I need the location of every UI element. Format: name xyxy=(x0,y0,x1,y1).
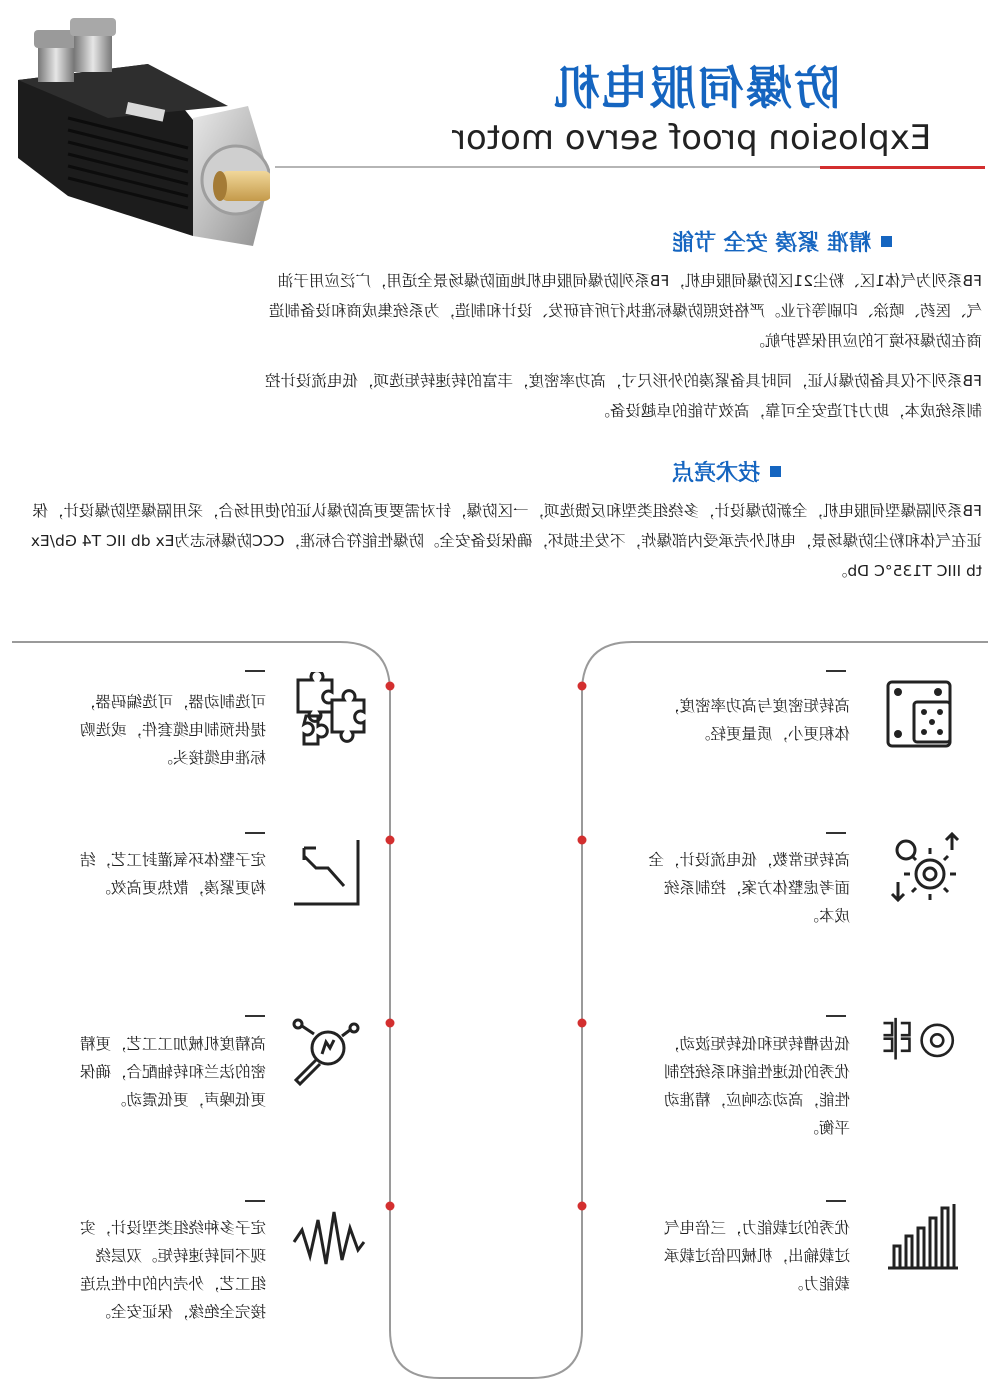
gears-arrows-icon xyxy=(886,830,964,908)
divider-grey xyxy=(275,166,820,168)
feature-dash xyxy=(245,1015,265,1017)
feature-dash xyxy=(245,832,265,834)
track-dot xyxy=(578,1202,587,1211)
track-dot xyxy=(386,836,395,845)
slot-disc-icon xyxy=(880,1004,958,1082)
feature-text-left-1: 可选制动器，可选编码器， 提供预制电缆套件，或选购 标准电缆接头。 xyxy=(79,693,266,767)
servo-motor-image xyxy=(8,8,270,248)
puzzle-icon xyxy=(292,672,370,750)
divider-red xyxy=(820,166,985,169)
track-dot xyxy=(578,1019,587,1028)
feature-text-right-3: 低齿槽转矩和低转矩波动， 优秀的低速性能和系统控制 性能，高动态响应，精准动 平衡。 xyxy=(663,1035,850,1137)
section-heading-features xyxy=(672,224,972,258)
stairs-arrow-icon xyxy=(290,834,368,912)
feature-dash xyxy=(245,670,265,672)
section-heading-text: 精准 紧凑 安全 节能 xyxy=(672,230,871,256)
feature-text-right-4: 优秀的过载能力，三倍电气 过载输出，机械四倍过载承 载能力。 xyxy=(663,1219,850,1293)
bullet-square-icon xyxy=(770,466,781,477)
feature-dash xyxy=(826,670,846,672)
magnifier-icon xyxy=(288,1014,366,1092)
overload-chart-icon xyxy=(884,1198,962,1276)
track-dot xyxy=(578,836,587,845)
bullet-square-icon xyxy=(881,236,892,247)
track-dot xyxy=(386,682,395,691)
feature-text-right-2: 高转矩常数，低电流设计，全 面考虑整体方案，控制系统 成本。 xyxy=(648,851,850,925)
page-title: 防爆伺服电机 xyxy=(552,61,840,115)
feature-text-left-3: 高精度机械加工工艺，更精 密的法兰和转轴配合，确保 更低噪声，更低震动。 xyxy=(79,1035,266,1109)
intro-paragraph-2: FB系列不仅具备防爆认证，同时具备紧凑的外形尺寸，高功率密度，丰富的转速转矩选项，低电流设计控制系统成本，助力打造安全可靠，高效节能的卓越设备。 xyxy=(264,372,982,420)
feature-dash xyxy=(826,1200,846,1202)
intro-paragraph-1: FB系列为气体1区、粉尘21区防爆伺服电机，FB系列防爆伺服电机地面防爆场景全适用，广泛应用于油气、医药、喷涂、印刷等行业。严格按照防爆标准执行所有研发、设计和制造，为系统集成商和设备制造商在防爆环境下的应用保驾护航。 xyxy=(268,272,982,350)
feature-dash xyxy=(826,1015,846,1017)
track-dot xyxy=(386,1202,395,1211)
feature-text-right-1: 高转矩密度与高功率密度， 体积更小，质量更轻。 xyxy=(663,697,850,743)
page-subtitle: Explosion proof servo motor xyxy=(452,118,932,158)
waveform-icon xyxy=(290,1202,368,1280)
section-heading-text: 技术亮点 xyxy=(672,460,761,486)
section-heading-highlights xyxy=(672,454,972,488)
highlights-paragraph: FB系列隔爆型伺服电机，全新防爆设计，多绕组类型和反馈选项，一区防爆，针对需要更高防爆认证的使用场合，采用隔爆型防爆设计，保证在气体和粉尘防爆场景，电机外壳承受内部爆炸，不发生损坏，确保设备安全。防爆性能符合标准，CCC防爆标志为Ex db IIC T4 Gb/Ex tb IIIC T135°C Db。 xyxy=(30,502,982,580)
feature-text-left-2: 定子整体环氧灌封工艺，结 构更紧凑，散热更高效。 xyxy=(79,851,266,897)
feature-text-left-4: 定子多种绕组类型设计，实 现不同转速转矩。双层绕 组工艺，外壳内的中性点连 接完全绝缘，保证安全。 xyxy=(79,1219,266,1321)
track-dot xyxy=(386,1019,395,1028)
track-dot xyxy=(578,682,587,691)
feature-dash xyxy=(245,1200,265,1202)
feature-dash xyxy=(826,832,846,834)
compact-dice-icon xyxy=(884,676,962,754)
